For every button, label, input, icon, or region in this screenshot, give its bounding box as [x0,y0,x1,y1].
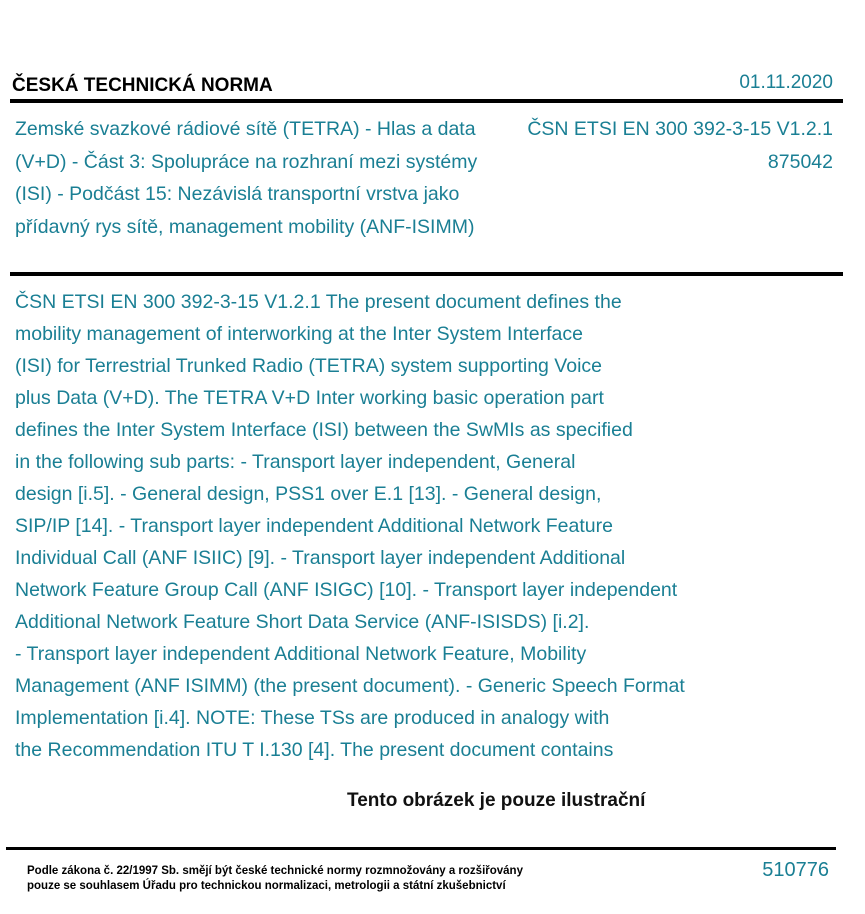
abstract-text: ČSN ETSI EN 300 392-3-15 V1.2.1 The present document defines the mobility management of interworking at the Inter System Interface (ISI) for Terrestrial Trunked Radio (TETRA) system supporting Voice plus Data (V+D). The TETRA V+D Inter working basic operation part defines the Inter System Interface (ISI) between the SwMIs as specified in the following sub parts: - Transport layer independent, General design [i.5]. - General design, PSS1 over E.1 [13]. - General design, SIP/IP [14]. - Transport layer independent Additional Network Feature Individual Call (ANF ISIIC) [9]. - Transport layer independent Additional Network Feature Group Call (ANF ISIGC) [10]. - Transport layer independent Additional Network Feature Short Data Service (ANF-ISISDS) [i.2]. - Transport layer independent Additional Network Feature, Mobility Management (ANF ISIMM) (the present document). - Generic Speech Format Implementation [i.4]. NOTE: These TSs are produced in analogy with the Recommendation ITU T I.130 [4]. The present document contains [15,291,685,761]
standard-identifier [527,113,833,178]
catalog-number: 875042 [767,150,833,173]
legal-notice: Podle zákona č. 22/1997 Sb. smějí být české technické normy rozmnožovány a rozšiřovány pouze se souhlasem Úřadu pro technickou normalizaci, metrologii a státní zkušebnictví [27,865,523,892]
standard-designation: ČSN ETSI EN 300 392-3-15 V1.2.1 [527,118,833,140]
bottom-divider [6,847,836,850]
illustration-note: Tento obrázek je pouze ilustrační [347,790,646,811]
middle-divider [10,272,843,276]
document-code: 510776 [762,859,829,881]
top-divider [10,99,843,103]
publication-date: 01.11.2020 [739,72,833,93]
norm-title: ČESKÁ TECHNICKÁ NORMA [12,75,273,96]
standard-title: Zemské svazkové rádiové sítě (TETRA) - Hlas a data (V+D) - Část 3: Spolupráce na rozhraní mezi systémy (ISI) - Podčást 15: Nezávislá transportní vrstva jako přídavný rys sítě, management mobility (ANF-ISIMM) [15,118,478,238]
